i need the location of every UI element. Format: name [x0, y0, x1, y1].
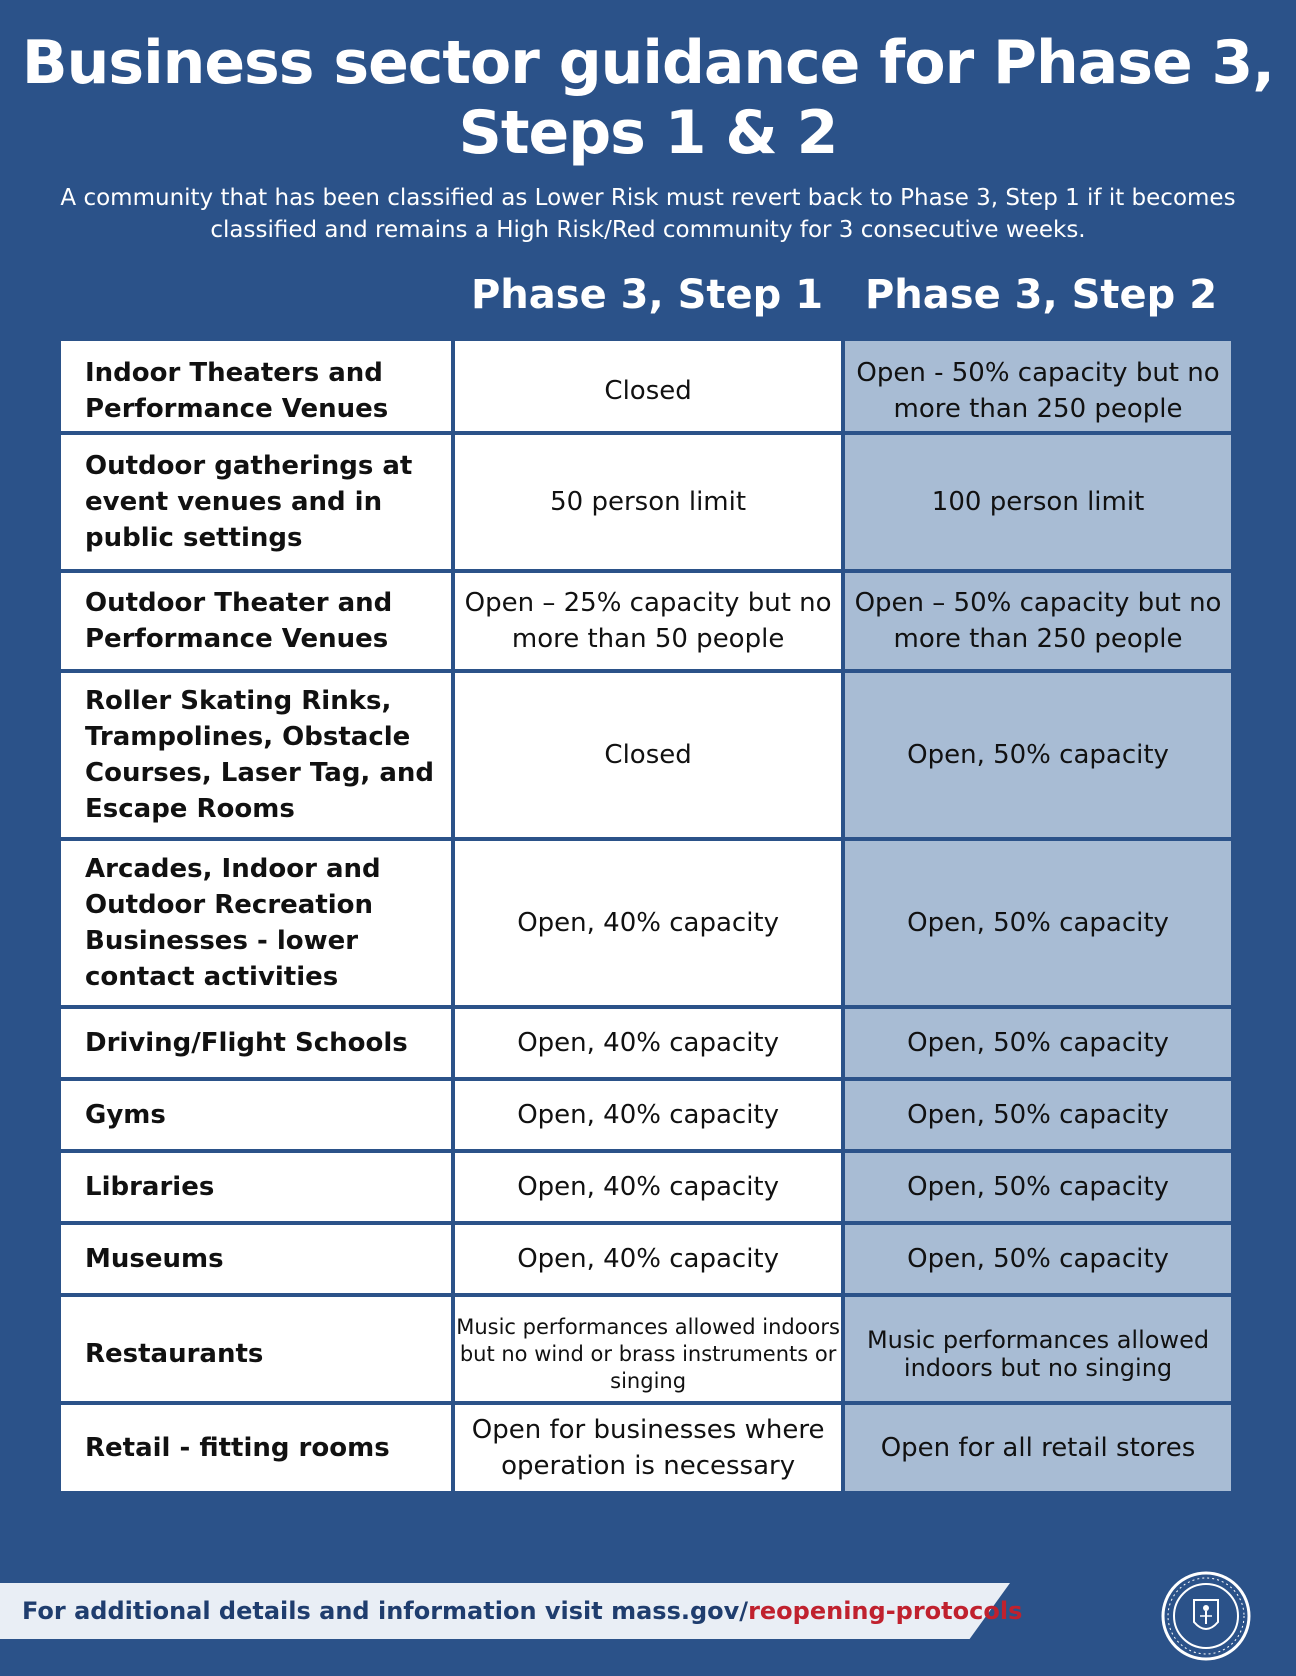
row-category: Gyms	[59, 1079, 453, 1151]
table-row	[59, 339, 1233, 433]
reopening-protocols-link[interactable]: reopening-protocols	[748, 1597, 1023, 1625]
row-step1: Open, 40% capacity	[453, 839, 843, 1007]
row-step1: Open, 40% capacity	[453, 1223, 843, 1295]
page-title: Business sector guidance for Phase 3, Steps 1 & 2	[21, 28, 1275, 168]
table-row	[59, 1403, 1233, 1493]
massachusetts-seal-icon	[1160, 1570, 1252, 1662]
row-category: Retail - fitting rooms	[59, 1403, 453, 1493]
row-category: Arcades, Indoor and Outdoor Recreation Businesses - lower contact activities	[59, 839, 453, 1007]
row-category: Outdoor gatherings at event venues and in public settings	[59, 433, 453, 571]
row-category: Restaurants	[59, 1295, 453, 1403]
row-step2: Music performances allowed indoors but no singing	[843, 1295, 1233, 1403]
row-category: Roller Skating Rinks, Trampolines, Obstacle Courses, Laser Tag, and Escape Rooms	[59, 671, 453, 839]
row-step2: Open for all retail stores	[843, 1403, 1233, 1493]
row-step1: 50 person limit	[453, 433, 843, 571]
table-row	[59, 433, 1233, 571]
row-step1: Closed	[453, 671, 843, 839]
row-category: Outdoor Theater and Performance Venues	[59, 571, 453, 671]
table-row	[59, 1295, 1233, 1403]
page-subtitle: A community that has been classified as Lower Risk must revert back to Phase 3, Step 1 if it becomes classified and remains a High Risk/Red community for 3 consecutive weeks.	[60, 185, 1236, 243]
column-header-step1: Phase 3, Step 1	[470, 272, 824, 318]
row-step1: Open, 40% capacity	[453, 1151, 843, 1223]
row-category: Libraries	[59, 1151, 453, 1223]
table-row	[59, 1223, 1233, 1295]
table-row	[59, 839, 1233, 1007]
column-header-step2: Phase 3, Step 2	[864, 272, 1218, 318]
row-step1: Open for businesses where operation is necessary	[453, 1403, 843, 1493]
table-row	[59, 571, 1233, 671]
row-step1: Open – 25% capacity but no more than 50 people	[453, 571, 843, 671]
row-step2: Open – 50% capacity but no more than 250 people	[843, 571, 1233, 671]
row-category: Museums	[59, 1223, 453, 1295]
row-step2: Open, 50% capacity	[843, 839, 1233, 1007]
row-step2: Open, 50% capacity	[843, 671, 1233, 839]
table-row	[59, 1079, 1233, 1151]
guidance-table	[57, 337, 1235, 1495]
table-row	[59, 1151, 1233, 1223]
row-step1: Open, 40% capacity	[453, 1007, 843, 1079]
row-step2: Open, 50% capacity	[843, 1223, 1233, 1295]
row-category: Driving/Flight Schools	[59, 1007, 453, 1079]
footer-note	[22, 1595, 1022, 1627]
row-step2: 100 person limit	[843, 433, 1233, 571]
row-step2: Open, 50% capacity	[843, 1079, 1233, 1151]
row-step2: Open - 50% capacity but no more than 250 people	[843, 339, 1233, 433]
table-row	[59, 1007, 1233, 1079]
row-step2: Open, 50% capacity	[843, 1151, 1233, 1223]
row-category: Indoor Theaters and Performance Venues	[59, 339, 453, 433]
footer-text: For additional details and information visit mass.gov/	[22, 1597, 749, 1625]
row-step1: Music performances allowed indoors but no wind or brass instruments or singing	[453, 1295, 843, 1403]
row-step2: Open, 50% capacity	[843, 1007, 1233, 1079]
table-row	[59, 671, 1233, 839]
row-step1: Closed	[453, 339, 843, 433]
row-step1: Open, 40% capacity	[453, 1079, 843, 1151]
